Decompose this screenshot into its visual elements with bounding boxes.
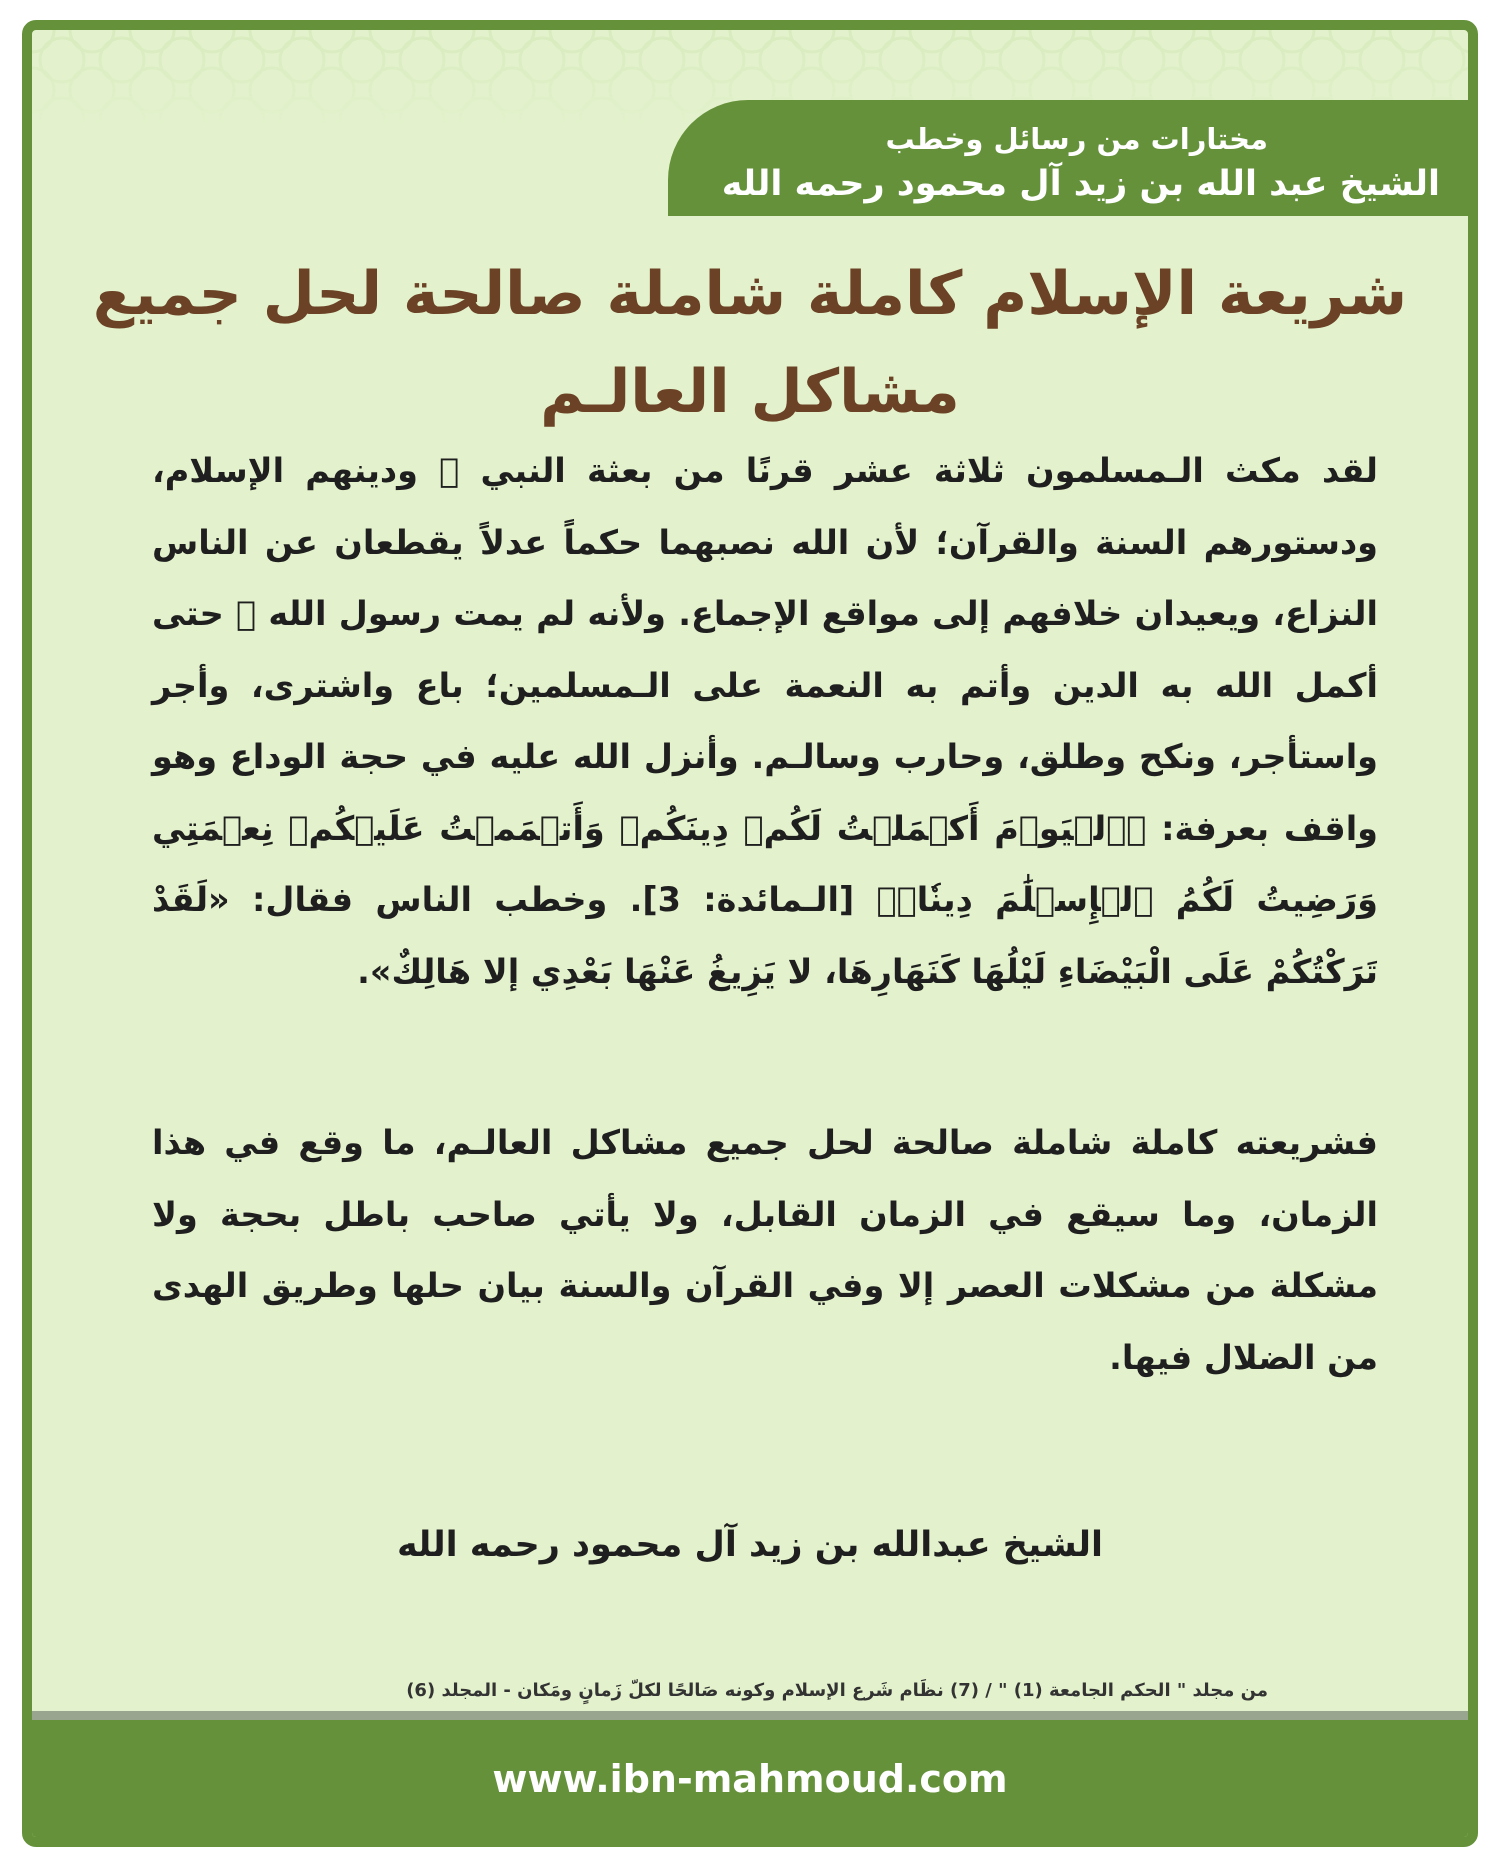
header-subtitle: مختارات من رسائل وخطب [885,122,1268,156]
article-body [152,435,1378,1393]
website-link[interactable]: www.ibn-mahmoud.com [492,1756,1008,1801]
source-citation: من مجلد " الحكم الجامعة (1) " / (7) نظَام شَرع الإسلام وكونه صَالحًا لكلّ زَمانٍ ومَكان - المجلد (6) [406,1680,1268,1701]
signature: الشيخ عبدالله بن زيد آل محمود رحمه الله [396,1525,1104,1565]
paragraph-2: فشريعته كاملة شاملة صالحة لحل جميع مشاكل العالـم، ما وقع في هذا الزمان، وما سيقع في الزمان القابل، ولا يأتي صاحب باطل بحجة ولا مشكلة من مشكلات العصر إلا وفي القرآن والسنة بيان حلها وطريق الهدى من الضلال فيها. [152,1123,1378,1377]
header-author: الشيخ عبد الله بن زيد آل محمود رحمه الله [721,164,1440,204]
paragraph-1: لقد مكث الـمسلمون ثلاثة عشر قرنًا من بعثة النبي ﷺ ودينهم الإسلام، ودستورهم السنة والقرآن؛ لأن الله نصبهما حكماً عدلاً يقطعان عن الناس النزاع، ويعيدان خلافهم إلى مواقع الإجماع. ولأنه لم يمت رسول الله ﷺ حتى أكمل الله به الدين وأتم به النعمة على الـمسلمين؛ باع واشترى، وأجر واستأجر، ونكح وطلق، وحارب وسالـم. وأنزل الله عليه في حجة الوداع وهو واقف بعرفة: ﴿ٱلۡيَوۡمَ أَكۡمَلۡتُ لَكُمۡ دِينَكُمۡ وَأَتۡمَمۡتُ عَلَيۡكُمۡ نِعۡمَتِي وَرَضِيتُ لَكُمُ ٱلۡإِسۡلَٰمَ دِينٗاۚ﴾ [الـمائدة: 3]. وخطب الناس فقال: «لَقَدْ تَرَكْتُكُمْ عَلَى الْبَيْضَاءِ لَيْلُهَا كَنَهَارِهَا، لا يَزِيغُ عَنْهَا بَعْدِي إلا هَالِكٌ». [152,451,1379,991]
card-frame [22,20,1478,1847]
page-title: شريعة الإسلام كاملة شاملة صالحة لحل جميع مشاكل العالـم [92,259,1408,427]
footer-bar [32,1711,1468,1837]
header-banner [668,100,1468,216]
